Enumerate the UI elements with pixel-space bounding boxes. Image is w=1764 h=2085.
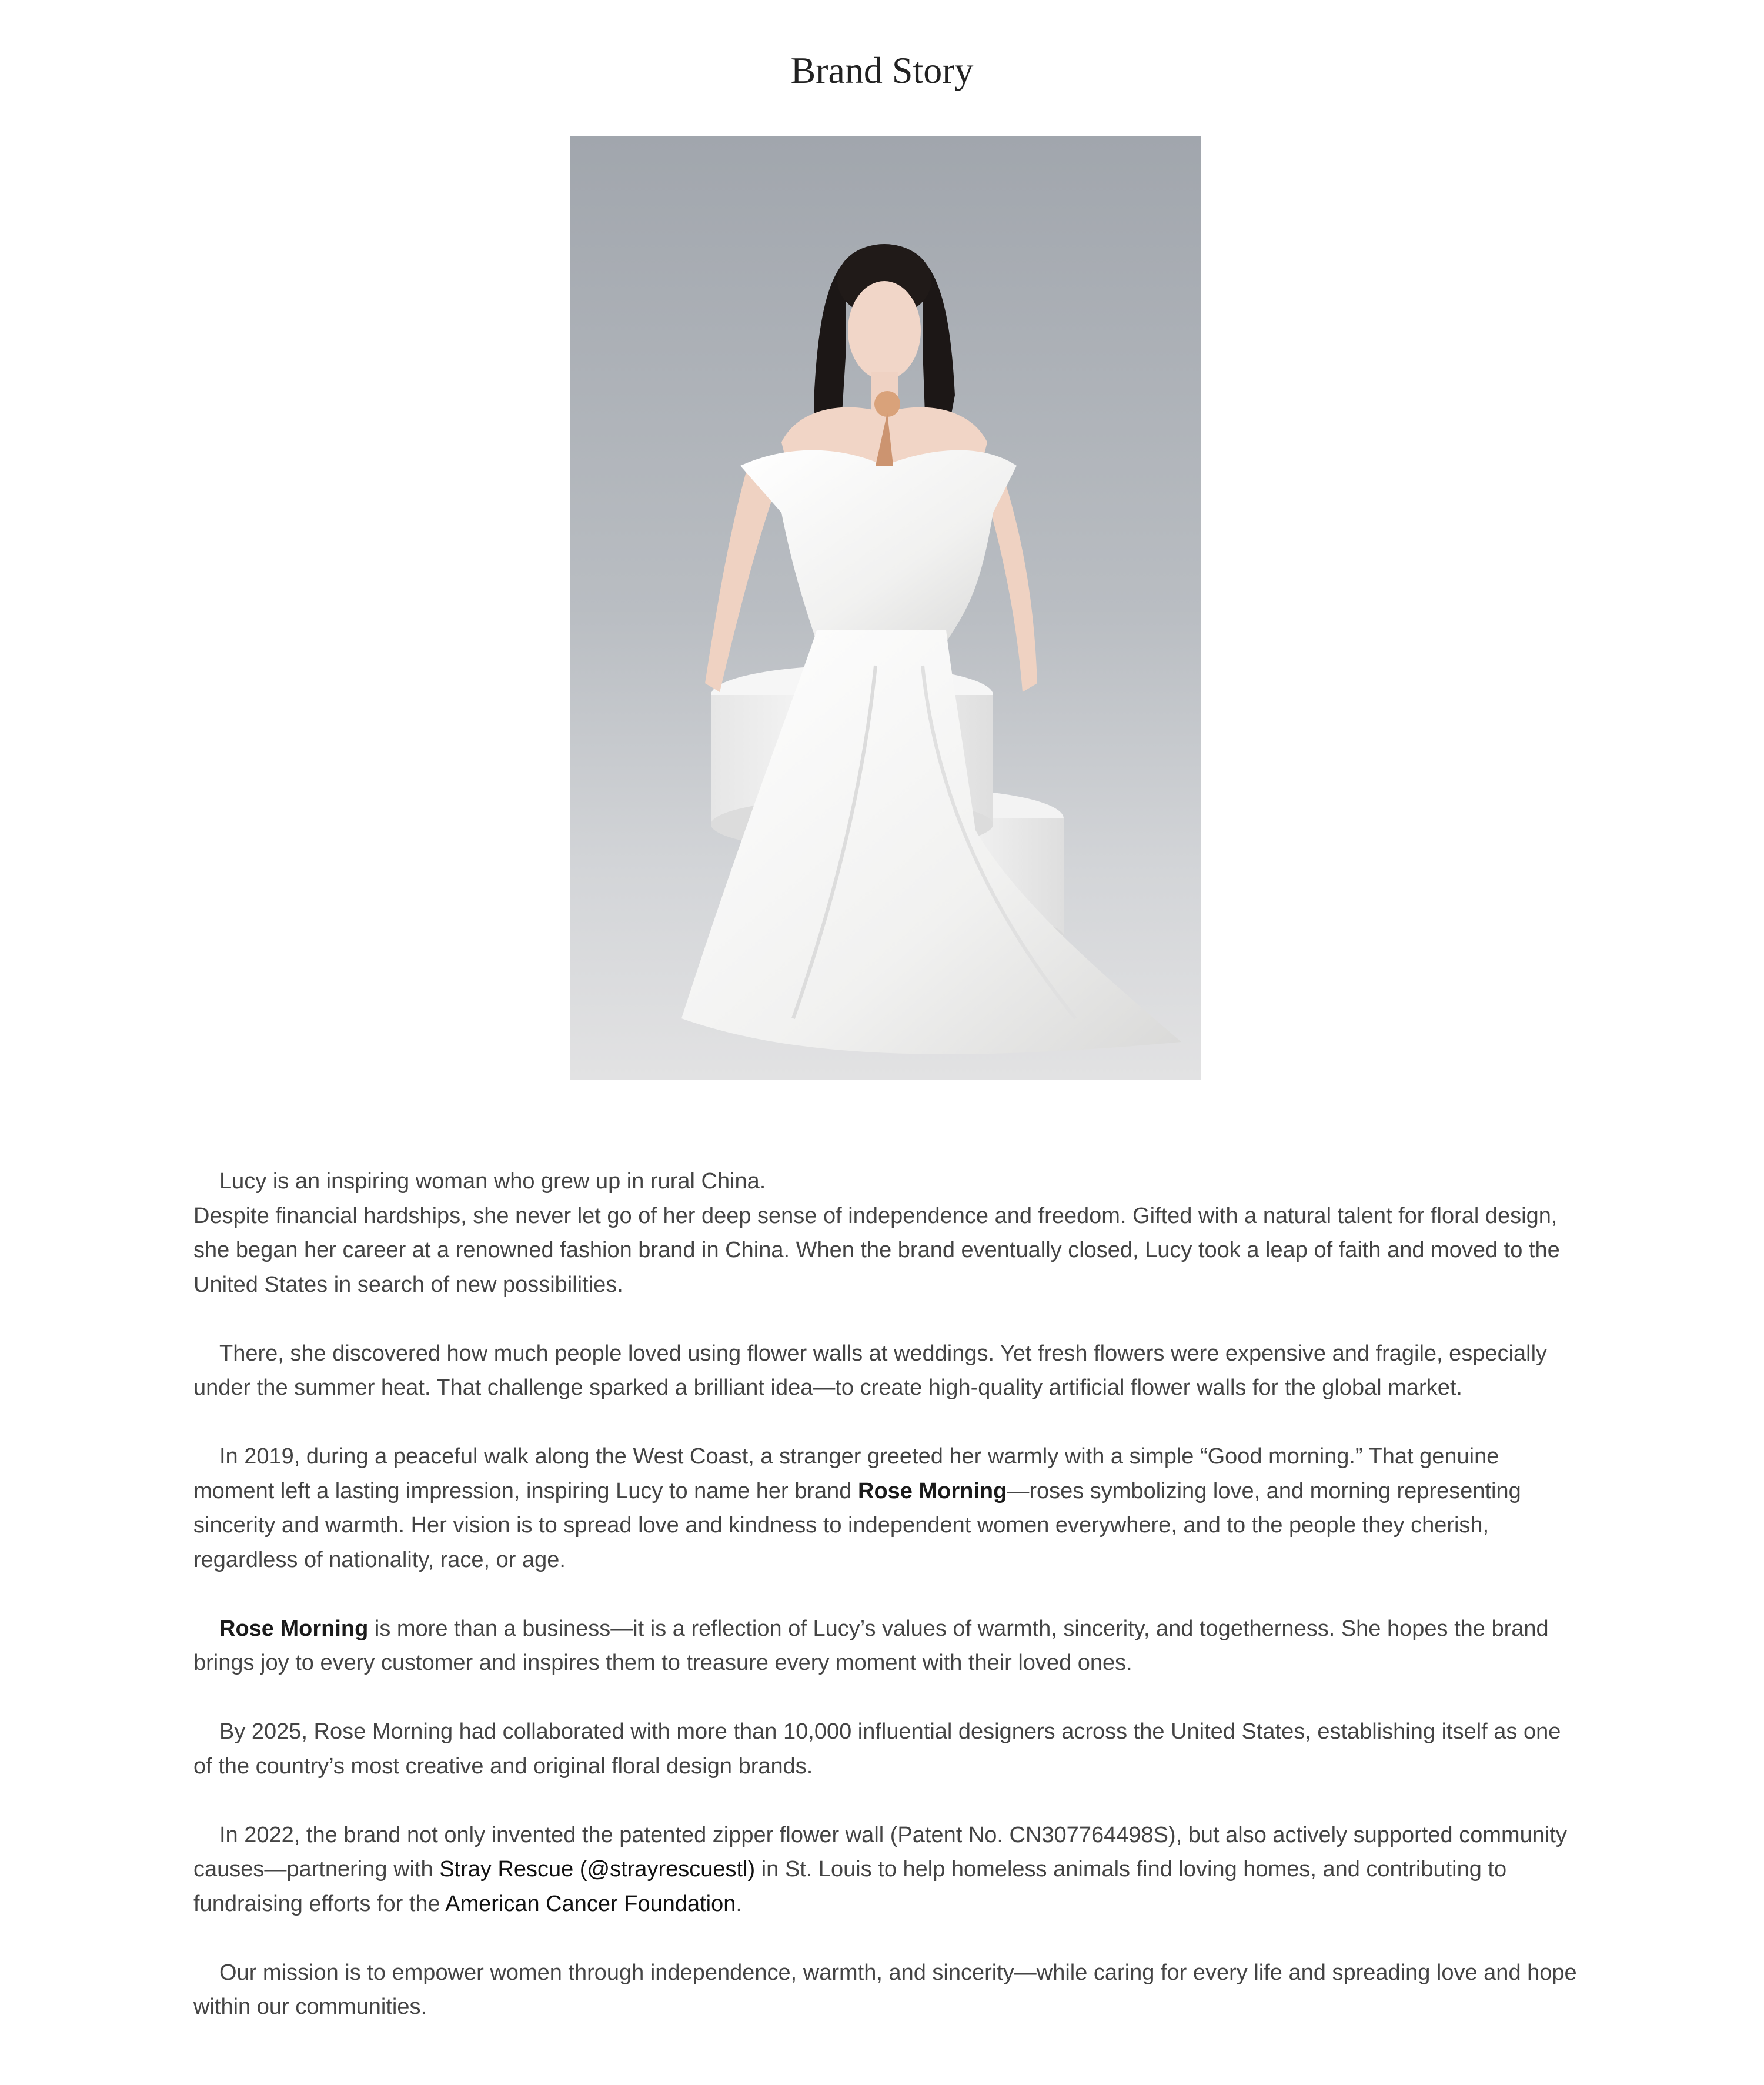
- stray-rescue-mention: Stray Rescue (@strayrescuestl): [439, 1857, 756, 1882]
- american-cancer-foundation-mention: American Cancer Foundation: [445, 1891, 736, 1916]
- story-paragraph-3-end: —roses symbolizing love, and morning representing sincerity and warmth. Her vision is to spread love and kindness to independent women everywhere, and to the people they cherish, regardless of nationality, race, or age.: [193, 1478, 1521, 1572]
- story-paragraph-4-end: is more than a business—it is a reflection of Lucy’s values of warmth, sincerity, and togetherness. She hopes the brand brings joy to every customer and inspires them to treasure every moment with their loved ones.: [193, 1616, 1549, 1675]
- story-paragraph-3: [193, 1439, 1581, 1577]
- story-paragraph-1: [193, 1164, 1581, 1302]
- story-paragraph-1-body: Despite financial hardships, she never let go of her deep sense of independence and freedom. Gifted with a natural talent for floral design, she began her career at a renowned fashion brand in China. When the brand eventually closed, Lucy took a leap of faith and moved to the United States in search of new possibilities.: [193, 1203, 1560, 1297]
- story-paragraph-6-start: In 2022, the brand not only invented the patented zipper flower wall (Patent No. CN307764498S), but also actively supported community causes—partnering with: [193, 1822, 1567, 1882]
- brand-name-emphasis: Rose Morning: [219, 1616, 369, 1641]
- story-paragraph-6-middle: in St. Louis to help homeless animals find loving homes, and contributing to fundraising efforts for the: [193, 1857, 1507, 1916]
- story-paragraph-1-intro: Lucy is an inspiring woman who grew up in rural China.: [219, 1169, 766, 1194]
- brand-name-emphasis: Rose Morning: [858, 1478, 1007, 1503]
- brand-founder-photo: [570, 136, 1201, 1080]
- founder-photo-illustration: [570, 136, 1201, 1080]
- story-paragraph-3-start: In 2019, during a peaceful walk along the West Coast, a stranger greeted her warmly with a simple “Good morning.” That genuine moment left a lasting impression, inspiring Lucy to name her brand: [193, 1444, 1499, 1503]
- story-paragraph-5: By 2025, Rose Morning had collaborated with more than 10,000 influential designers across the United States, establishing itself as one of the country’s most creative and original floral design brands.: [193, 1719, 1561, 1779]
- story-paragraph-6: [193, 1818, 1581, 1922]
- story-paragraph-2: There, she discovered how much people loved using flower walls at weddings. Yet fresh flowers were expensive and fragile, especially under the summer heat. That challenge sparked a brilliant idea—to create high-quality artificial flower walls for the global market.: [193, 1341, 1548, 1400]
- story-paragraph-4: [193, 1612, 1581, 1680]
- story-paragraph-7: Our mission is to empower women through independence, warmth, and sincerity—while caring for every life and spreading love and hope within our communities.: [193, 1960, 1577, 2019]
- page-title: Brand Story: [790, 49, 974, 91]
- brand-story-text: [193, 1164, 1581, 2059]
- story-paragraph-6-end: .: [736, 1891, 742, 1916]
